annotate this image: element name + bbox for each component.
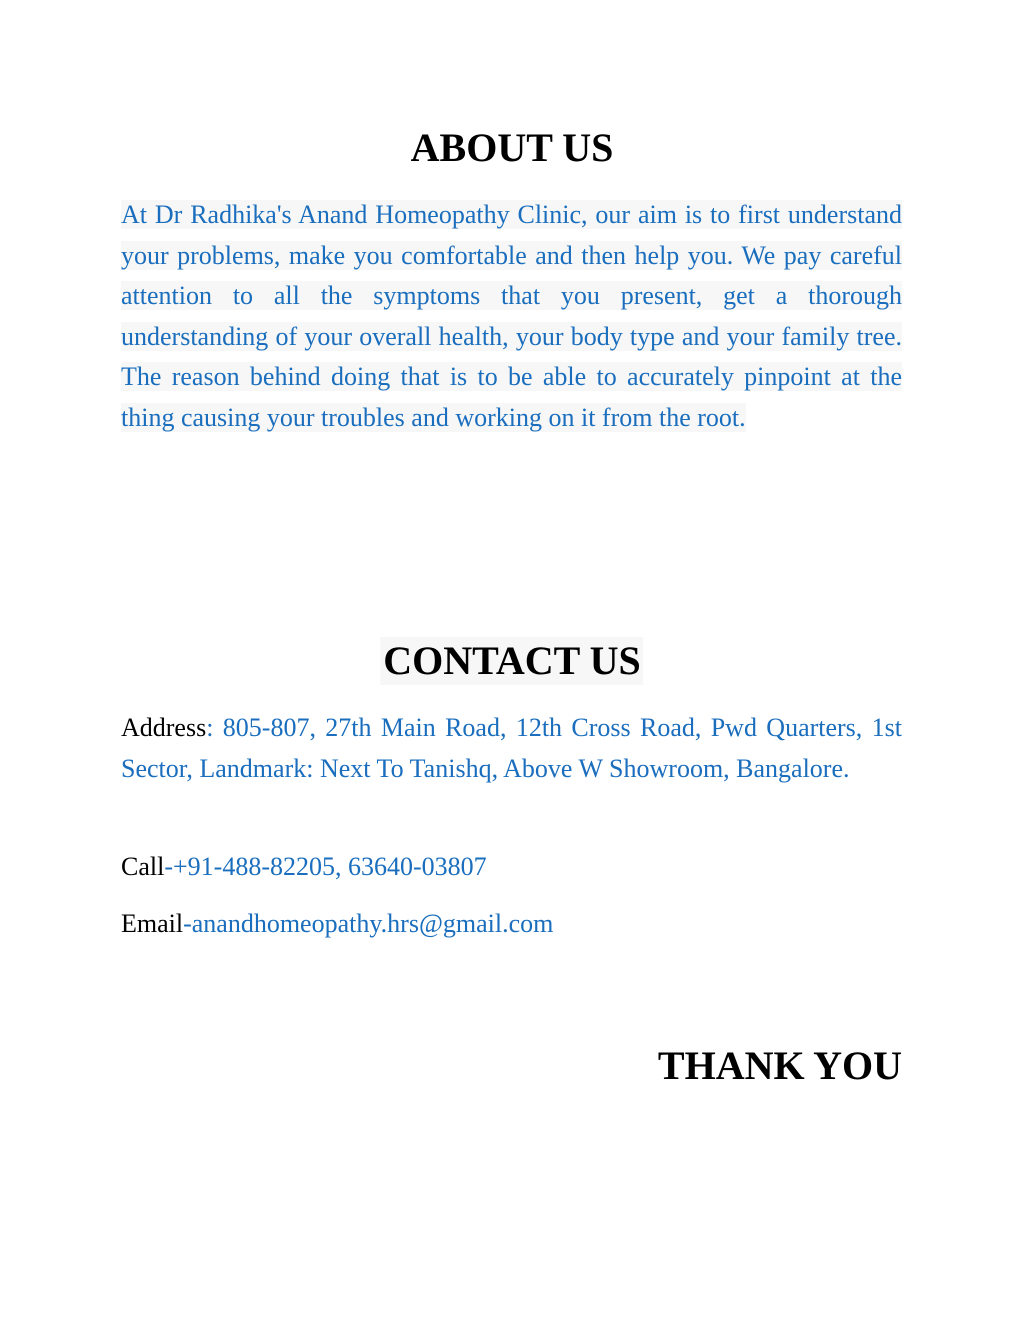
address-value: : 805-807, 27th Main Road, 12th Cross Road, Pwd Quarters, 1st Sector, Landmark: Next To Tanishq, Above W Showroom, Bangalore. [121, 713, 902, 783]
about-us-text: At Dr Radhika's Anand Homeopathy Clinic, our aim is to first understand your problems, make you comfortable and then help you. We pay careful attention to all the symptoms that you present, get a thorough understanding of your overall health, your body type and your family tree. The reason behind doing that is to be able to accurately pinpoint at the thing causing your troubles and working on it from the root. [121, 200, 902, 432]
email-address: -anandhomeopathy.hrs@gmail.com [183, 909, 554, 938]
contact-us-heading: CONTACT US [380, 637, 643, 685]
phone-numbers: -+91-488-82205, 63640-03807 [164, 852, 487, 881]
address-line [121, 708, 902, 789]
email-line [121, 904, 902, 945]
call-label: Call [121, 852, 165, 881]
call-line [121, 847, 902, 888]
about-us-paragraph [121, 195, 902, 438]
email-label: Email [121, 909, 184, 938]
thank-you-heading: THANK YOU [657, 1043, 902, 1088]
about-us-heading: ABOUT US [410, 125, 614, 170]
address-label: Address [121, 713, 207, 742]
